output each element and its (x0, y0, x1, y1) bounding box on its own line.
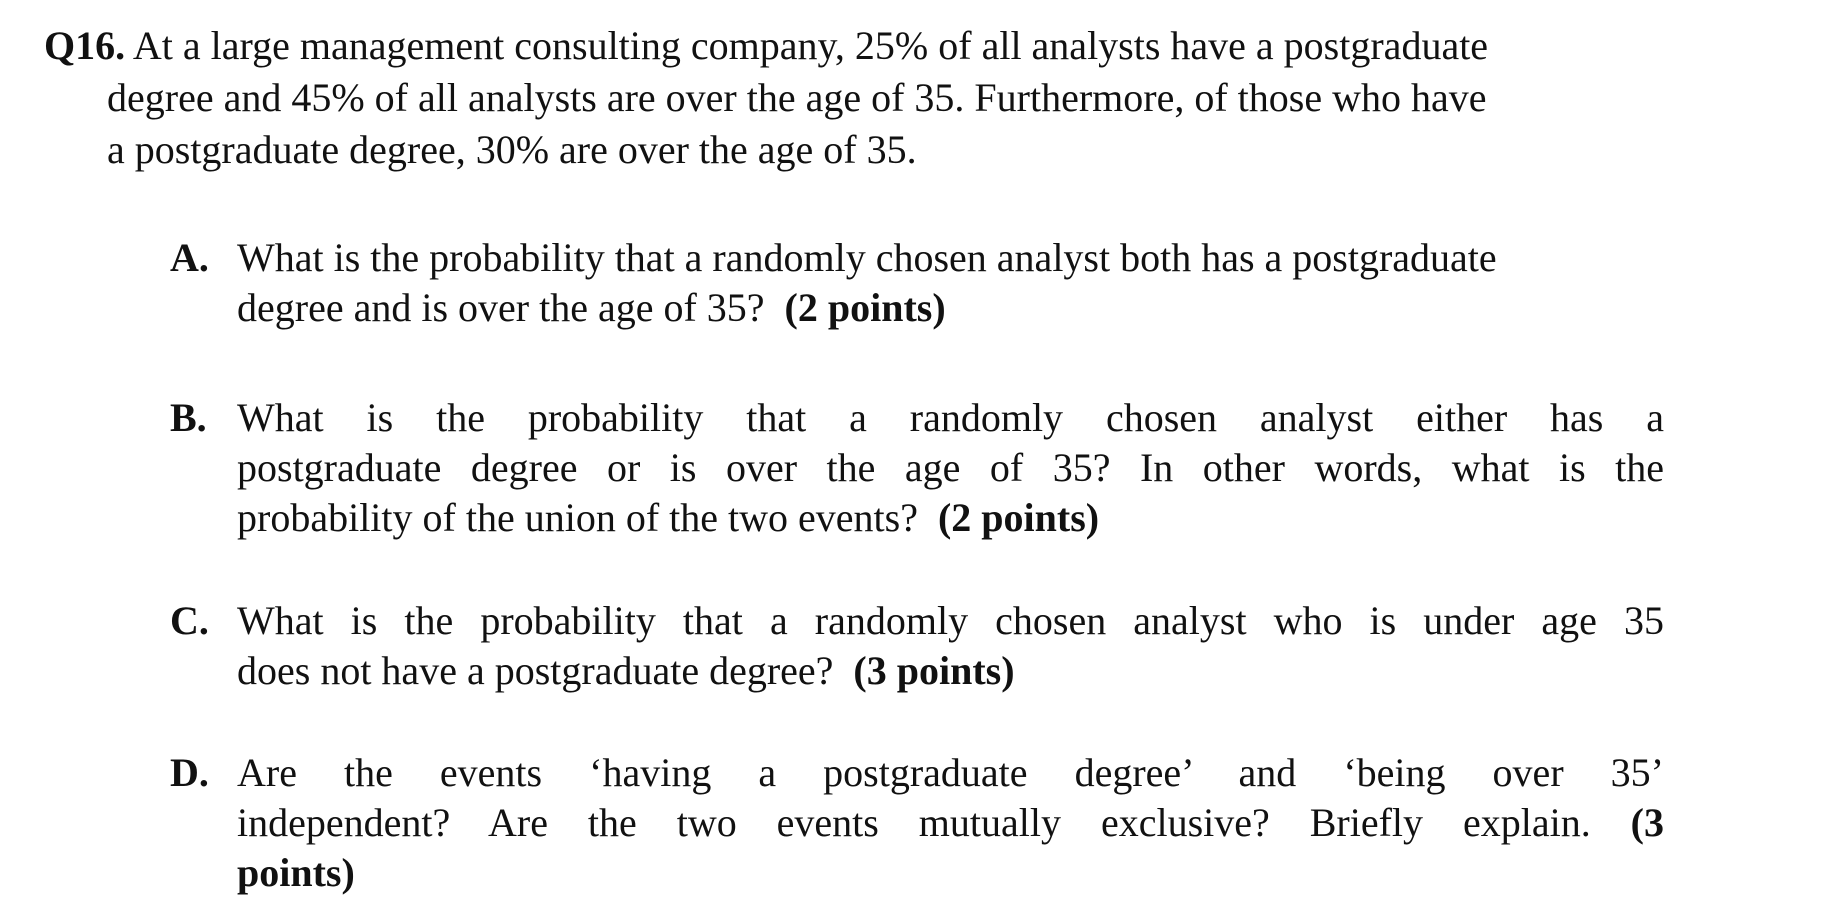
part-a (170, 233, 1664, 333)
part-c-line-1: What is the probability that a randomly chosen analyst who is under age 35 (237, 598, 1664, 643)
part-d-points-start: (3 (1630, 800, 1664, 845)
part-b-body (237, 393, 1664, 543)
part-d (170, 748, 1664, 898)
part-b-line-1: What is the probability that a randomly chosen analyst either has a (237, 395, 1664, 440)
question-line-1 (44, 20, 1664, 72)
part-c-letter: C. (170, 598, 209, 643)
question-text-line-1: At a large management consulting company, 25% of all analysts have a postgraduate (132, 23, 1489, 68)
part-c (170, 596, 1664, 696)
part-a-line-2 (237, 283, 1664, 333)
part-c-points: (3 points) (853, 648, 1015, 693)
part-d-letter: D. (170, 750, 209, 795)
part-b-letter: B. (170, 395, 207, 440)
part-d-line-2-text: independent? Are the two events mutually exclusive? Briefly explain. (237, 800, 1591, 845)
part-a-line-2-text: degree and is over the age of 35? (237, 285, 765, 330)
question-text-line-3: a postgraduate degree, 30% are over the age of 35. (107, 127, 917, 172)
part-c-line-2 (237, 646, 1664, 696)
question-stem (44, 20, 1664, 176)
question-number: Q16. (44, 23, 126, 68)
part-a-line-1: What is the probability that a randomly chosen analyst both has a postgraduate (237, 235, 1497, 280)
part-b-line-3-text: probability of the union of the two events? (237, 495, 918, 540)
part-c-body (237, 596, 1664, 696)
part-d-line-1: Are the events ‘having a postgraduate degree’ and ‘being over 35’ (237, 750, 1664, 795)
part-a-points: (2 points) (784, 285, 946, 330)
part-a-body (237, 233, 1664, 333)
part-b-line-2: postgraduate degree or is over the age of 35? In other words, what is the (237, 445, 1664, 490)
part-b (170, 393, 1664, 543)
question-text-line-2: degree and 45% of all analysts are over the age of 35. Furthermore, of those who have (107, 75, 1487, 120)
part-d-points-end: points) (237, 850, 355, 895)
part-b-points: (2 points) (937, 495, 1100, 540)
part-d-body (237, 748, 1664, 898)
part-a-letter: A. (170, 235, 209, 280)
part-b-line-3 (237, 493, 1664, 543)
part-d-line-2 (237, 798, 1664, 848)
part-c-line-2-text: does not have a postgraduate degree? (237, 648, 834, 693)
